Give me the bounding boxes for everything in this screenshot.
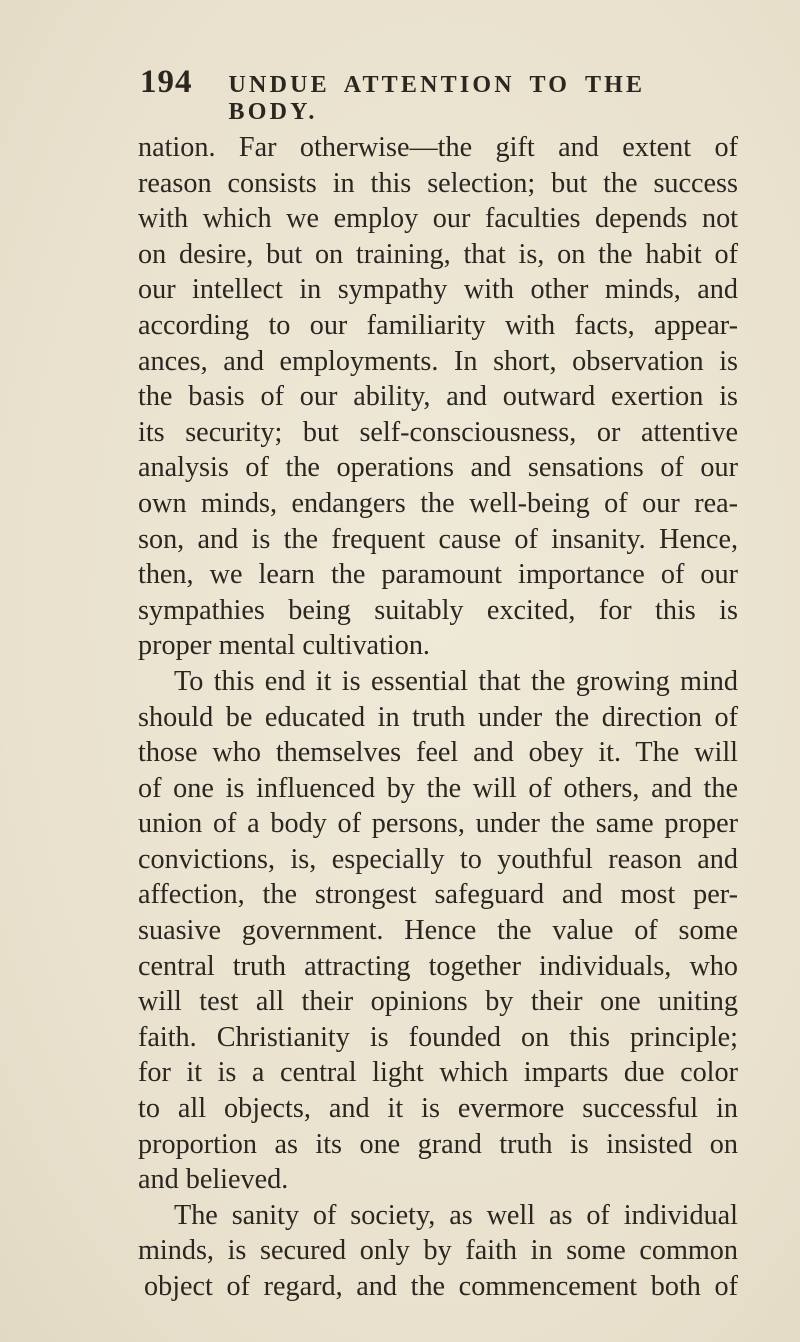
text-line: sympathies being suitably excited, for this is [138, 594, 738, 626]
text-line: ances, and employments. In short, observation is [138, 345, 738, 377]
text-line: union of a body of persons, under the same proper [138, 808, 738, 840]
text-line: own minds, endangers the well-being of our rea- [138, 487, 738, 519]
text-line: central truth attracting together individuals, who [138, 950, 738, 982]
text-line: faith. Christianity is founded on this principle; [138, 1021, 738, 1053]
text-line: suasive government. Hence the value of some [138, 915, 738, 947]
text-line: on desire, but on training, that is, on the habit of [138, 238, 738, 270]
text-line: will test all their opinions by their one uniting [138, 986, 738, 1018]
text-line: the basis of our ability, and outward exertion is [138, 381, 738, 413]
text-line: affection, the strongest safeguard and most per- [138, 879, 738, 911]
text-line: reason consists in this selection; but the success [138, 167, 738, 199]
text-line: proper mental cultivation. [138, 630, 430, 662]
text-line: nation. Far otherwise—the gift and extent of [138, 132, 738, 163]
running-title: UNDUE ATTENTION TO THE BODY. [228, 72, 646, 125]
text-line: our intellect in sympathy with other minds, and [138, 274, 738, 306]
text-line: of one is influenced by the will of others, and the [138, 772, 738, 804]
text-line: to all objects, and it is evermore successful in [138, 1093, 738, 1125]
paragraph-start-line: The sanity of society, as well as of individual [174, 1199, 738, 1231]
text-line: analysis of the operations and sensations of our [138, 452, 738, 484]
running-head [140, 64, 720, 125]
body-text [138, 130, 738, 1305]
text-line: and believed. [138, 1164, 289, 1196]
text-line: according to our familiarity with facts, appear- [138, 309, 738, 341]
text-line: son, and is the frequent cause of insanity. Hence, [138, 523, 738, 555]
text-line: with which we employ our faculties depends not [138, 203, 738, 235]
text-line: minds, is secured only by faith in some common [138, 1235, 738, 1267]
text-line: its security; but self-consciousness, or attentive [138, 416, 738, 448]
text-line: should be educated in truth under the direction of [138, 701, 738, 733]
page-number: 194 [140, 64, 193, 100]
text-line: convictions, is, especially to youthful reason and [138, 843, 738, 875]
paragraph-start-line: To this end it is essential that the growing mind [174, 665, 738, 697]
text-line: proportion as its one grand truth is insisted on [138, 1128, 738, 1160]
text-line: those who themselves feel and obey it. The will [138, 737, 738, 769]
text-line: for it is a central light which imparts due color [138, 1057, 738, 1089]
text-line: then, we learn the paramount importance of our [138, 559, 738, 591]
text-line: object of regard, and the commencement both of [144, 1271, 738, 1302]
